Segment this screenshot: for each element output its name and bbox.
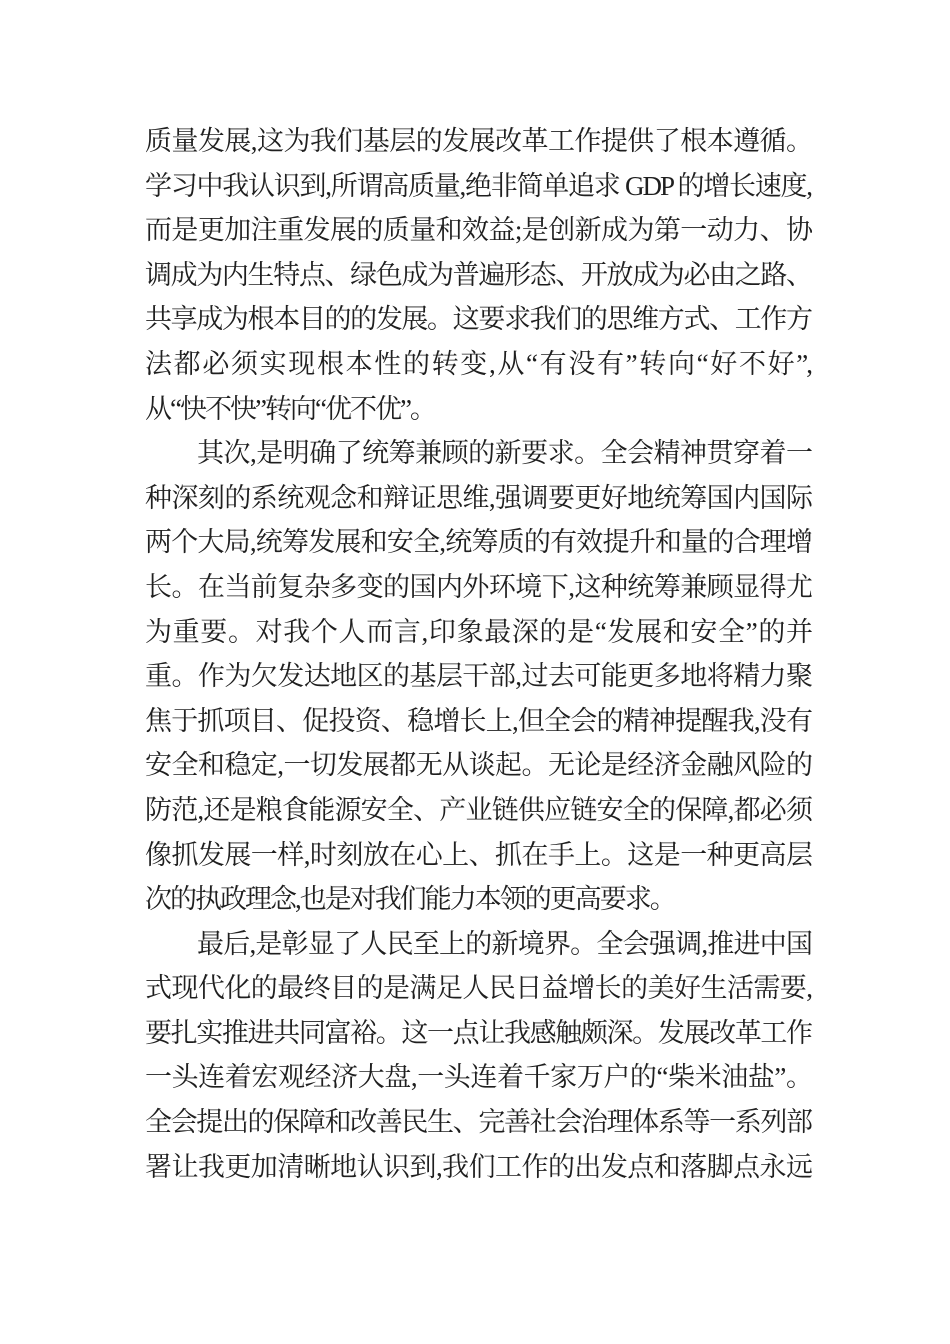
text-line: 防范,还是粮食能源安全、产业链供应链安全的保障,都必须 [145,794,811,825]
text-line: 从“快不快”转向“优不优”。 [145,393,435,424]
text-line: 长。在当前复杂多变的国内外环境下,这种统筹兼顾显得尤 [145,571,811,602]
text-line: 而是更加注重发展的质量和效益;是创新成为第一动力、协 [145,215,811,246]
text-line: 重。作为欠发达地区的基层干部,过去可能更多地将精力聚 [145,661,811,692]
text-line: 式现代化的最终目的是满足人民日益增长的美好生活需要, [145,973,811,1004]
text-line: 像抓发展一样,时刻放在心上、抓在手上。这是一种更高层 [145,839,811,870]
text-line: 署让我更加清晰地认识到,我们工作的出发点和落脚点永远 [145,1151,811,1182]
text-line: 学习中我认识到,所谓高质量,绝非简单追求 GDP 的增长速度, [145,170,811,201]
text-line: 调成为内生特点、绿色成为普遍形态、开放成为必由之路、 [145,259,811,290]
text-line: 一头连着宏观经济大盘,一头连着千家万户的“柴米油盐”。 [145,1062,811,1093]
document-text [145,119,811,1189]
text-line: 安全和稳定,一切发展都无从谈起。无论是经济金融风险的 [145,750,811,781]
text-line: 其次,是明确了统筹兼顾的新要求。全会精神贯穿着一 [197,438,811,469]
text-line: 共享成为根本目的的发展。这要求我们的思维方式、工作方 [145,304,811,335]
text-line: 要扎实推进共同富裕。这一点让我感触颇深。发展改革工作 [145,1017,811,1048]
text-line: 法都必须实现根本性的转变,从“有没有”转向“好不好”, [145,348,811,379]
text-line: 次的执政理念,也是对我们能力本领的更高要求。 [145,884,675,915]
text-line: 焦于抓项目、促投资、稳增长上,但全会的精神提醒我,没有 [145,705,811,736]
text-line: 全会提出的保障和改善民生、完善社会治理体系等一系列部 [145,1107,811,1138]
text-line: 种深刻的系统观念和辩证思维,强调要更好地统筹国内国际 [145,482,811,513]
text-line: 两个大局,统筹发展和安全,统筹质的有效提升和量的合理增 [145,527,811,558]
text-line: 最后,是彰显了人民至上的新境界。全会强调,推进中国 [197,928,811,959]
text-line: 质量发展,这为我们基层的发展改革工作提供了根本遵循。 [145,126,811,156]
text-line: 为重要。对我个人而言,印象最深的是“发展和安全”的并 [145,616,811,647]
